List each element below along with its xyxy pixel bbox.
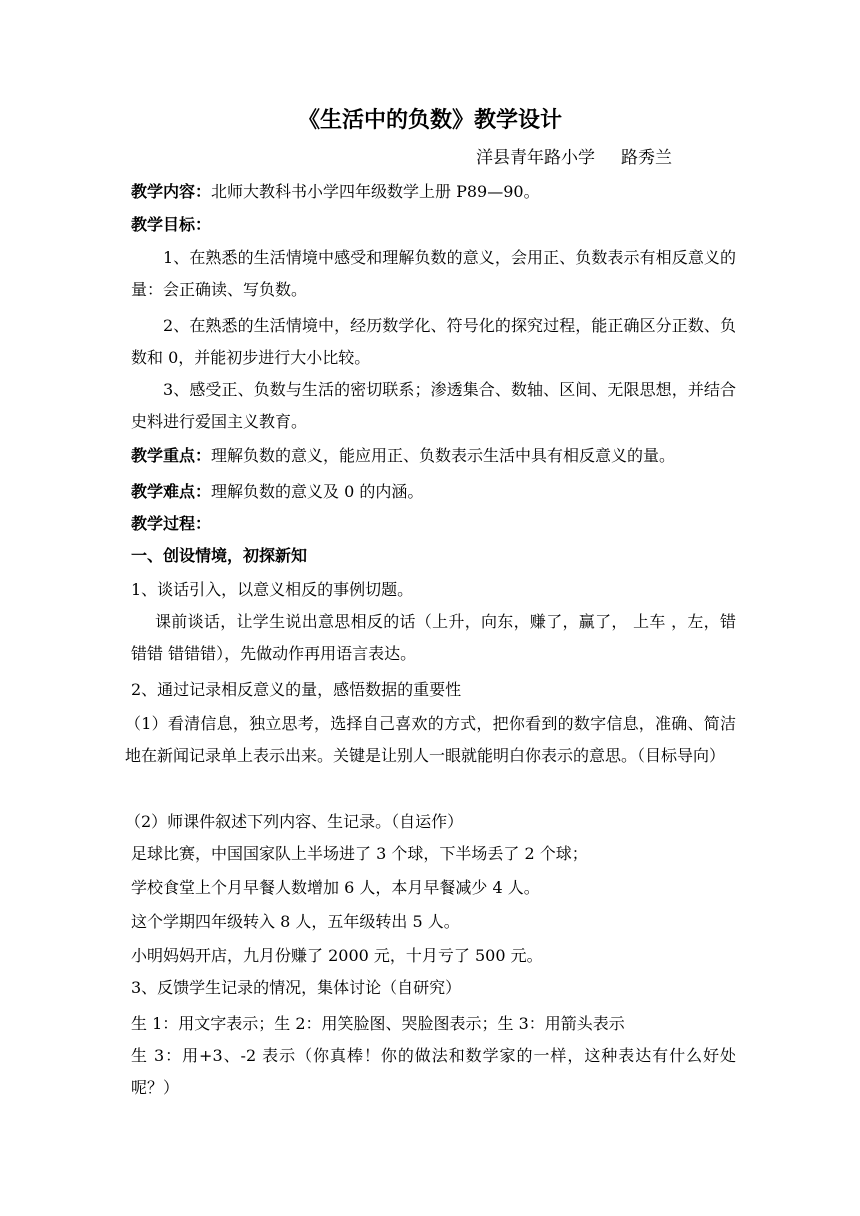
difficulty-text: 理解负数的意义及 0 的内涵。 bbox=[211, 482, 424, 501]
document-title: 《生活中的负数》教学设计 bbox=[297, 107, 562, 133]
example-1: 足球比赛，中国国家队上半场进了 3 个球，下半场丢了 2 个球； bbox=[131, 844, 588, 863]
step-2-a: （1）看清信息，独立思考，选择自己喜欢的方式，把你看到的数字信息，准确、简洁地在新闻记录单上表示出来。关键是让别人一眼就能明白你表示的意思。（目标导向） bbox=[125, 714, 736, 765]
difficulty-line bbox=[131, 480, 736, 504]
process-heading: 教学过程： bbox=[131, 514, 212, 533]
key-point-label: 教学重点： bbox=[131, 446, 212, 465]
example-4: 小明妈妈开店，九月份赚了 2000 元，十月亏了 500 元。 bbox=[131, 946, 543, 965]
objective-3: 3、感受正、负数与生活的密切联系；渗透集合、数轴、区间、无限思想，并结合史料进行爱国主义教育。 bbox=[131, 380, 736, 431]
step-2-b: （2）师课件叙述下列内容、生记录。（自运作） bbox=[125, 812, 464, 831]
content-label: 教学内容： bbox=[131, 182, 212, 201]
author-line bbox=[476, 146, 672, 170]
school-name: 洋县青年路小学 bbox=[476, 148, 595, 168]
step-2: 2、通过记录相反意义的量，感悟数据的重要性 bbox=[131, 680, 462, 699]
objective-1: 1、在熟悉的生活情境中感受和理解负数的意义，会用正、负数表示有相反意义的量：会正确读、写负数。 bbox=[131, 248, 736, 299]
example-2: 学校食堂上个月早餐人数增加 6 人，本月早餐减少 4 人。 bbox=[131, 878, 540, 897]
difficulty-label: 教学难点： bbox=[131, 482, 212, 501]
step-1-detail: 课前谈话，让学生说出意思相反的话（上升，向东，赚了，赢了， 上车 ，左，错 错错 错错错），先做动作再用语言表达。 bbox=[131, 612, 736, 663]
objectives-heading: 教学目标： bbox=[131, 215, 212, 234]
key-point-line bbox=[131, 444, 736, 468]
example-3: 这个学期四年级转入 8 人，五年级转出 5 人。 bbox=[131, 912, 460, 931]
step-1: 1、谈话引入，以意义相反的事例切题。 bbox=[131, 580, 414, 599]
content-text: 北师大教科书小学四年级数学上册 P89—90。 bbox=[211, 182, 540, 201]
feedback-1: 生 1：用文字表示；生 2：用笑脸图、哭脸图表示；生 3：用箭头表示 bbox=[131, 1014, 625, 1033]
author-name: 路秀兰 bbox=[621, 148, 672, 168]
objective-2: 2、在熟悉的生活情境中，经历数学化、符号化的探究过程，能正确区分正数、负数和 0，并能初步进行大小比较。 bbox=[131, 316, 736, 367]
key-point-text: 理解负数的意义，能应用正、负数表示生活中具有相反意义的量。 bbox=[211, 446, 676, 465]
feedback-2: 生 3：用+3、-2 表示（你真棒！你的做法和数学家的一样，这种表达有什么好处呢？） bbox=[131, 1046, 736, 1097]
section-1-heading: 一、创设情境，初探新知 bbox=[131, 546, 308, 565]
step-3: 3、反馈学生记录的情况，集体讨论（自研究） bbox=[131, 978, 462, 997]
content-line bbox=[131, 180, 736, 204]
